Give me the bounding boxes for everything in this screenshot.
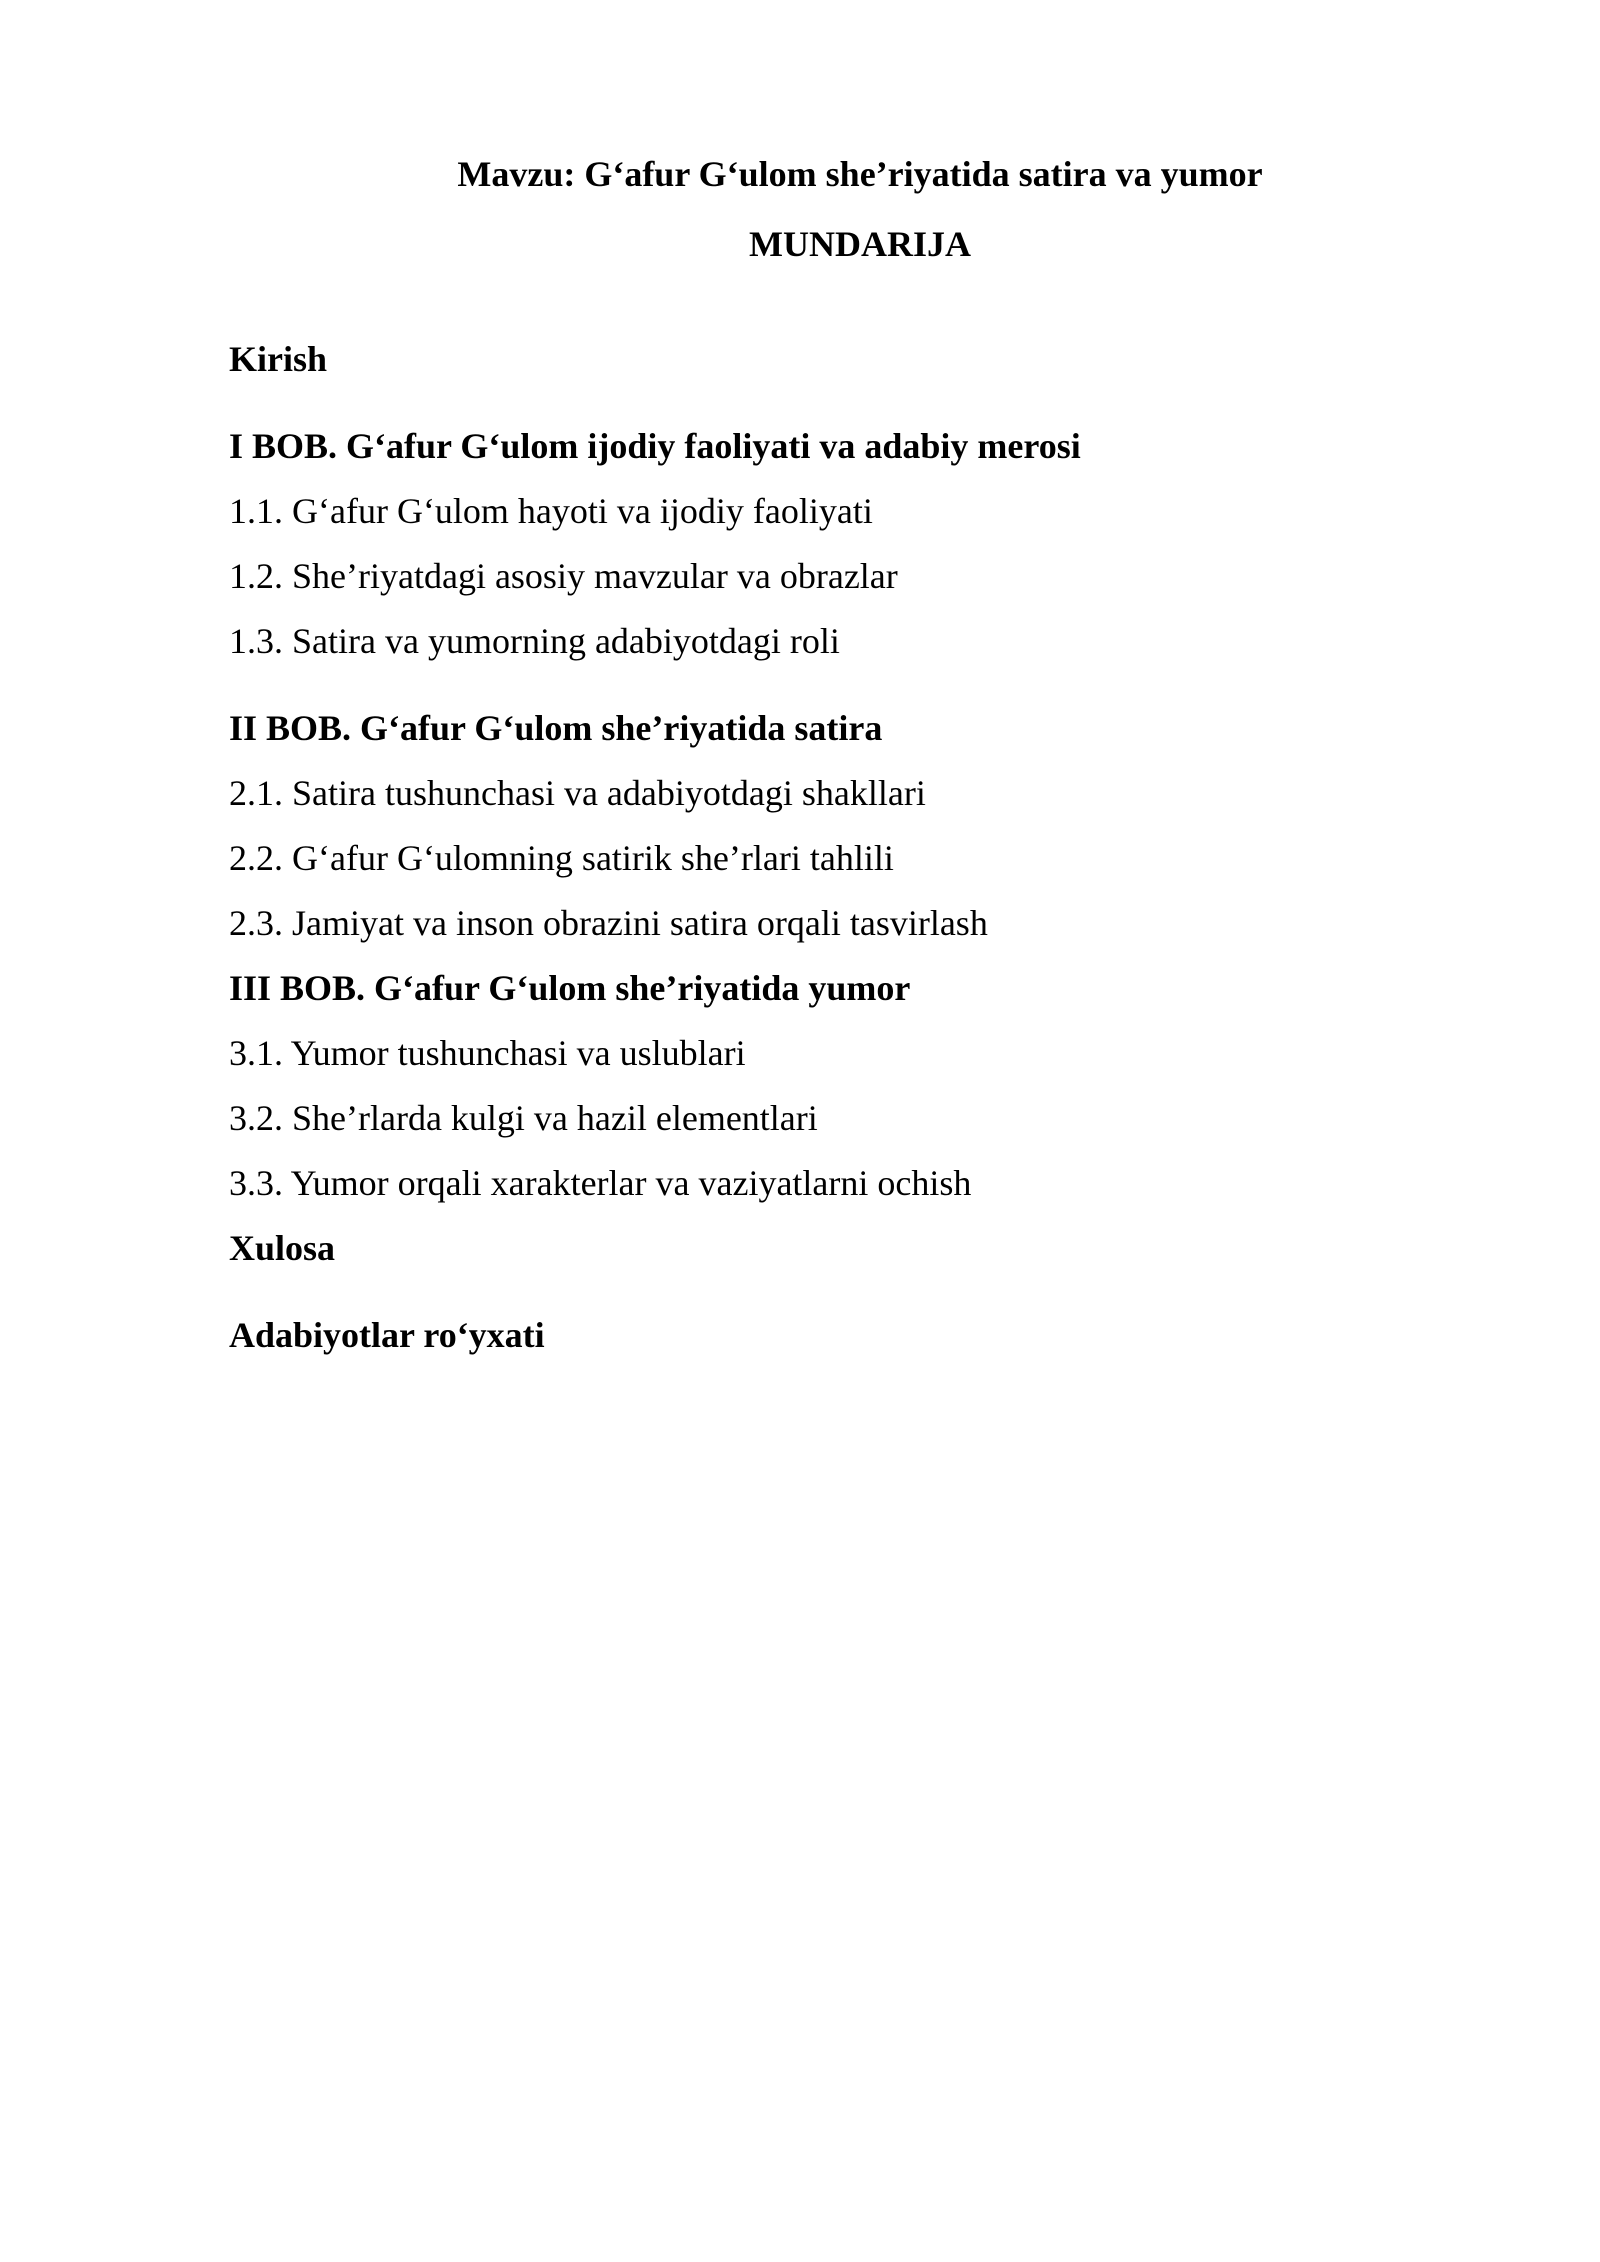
toc-section-2-2: 2.2. G‘afur G‘ulomning satirik she’rlari tahlili <box>229 838 894 878</box>
toc-references: Adabiyotlar ro‘yxati <box>229 1315 545 1355</box>
toc-chapter-1-title: I BOB. G‘afur G‘ulom ijodiy faoliyati va adabiy merosi <box>229 426 1081 466</box>
toc-conclusion: Xulosa <box>229 1228 336 1268</box>
toc-heading: MUNDARIJA <box>749 224 971 264</box>
toc-section-3-2: 3.2. She’rlarda kulgi va hazil elementlari <box>229 1098 818 1138</box>
toc-section-1-1: 1.1. G‘afur G‘ulom hayoti va ijodiy faoliyati <box>229 491 873 531</box>
toc-section-2-1: 2.1. Satira tushunchasi va adabiyotdagi shakllari <box>229 773 926 813</box>
toc-chapter-2-title: II BOB. G‘afur G‘ulom she’riyatida satira <box>229 708 883 748</box>
toc-section-3-1: 3.1. Yumor tushunchasi va uslublari <box>229 1033 746 1073</box>
toc-section-3-3: 3.3. Yumor orqali xarakterlar va vaziyatlarni ochish <box>229 1163 972 1203</box>
toc-section-1-3: 1.3. Satira va yumorning adabiyotdagi roli <box>229 621 840 661</box>
toc-chapter-3-title: III BOB. G‘afur G‘ulom she’riyatida yumor <box>229 968 911 1008</box>
document-topic: Mavzu: G‘afur G‘ulom she’riyatida satira va yumor <box>457 154 1263 194</box>
toc-section-1-2: 1.2. She’riyatdagi asosiy mavzular va obrazlar <box>229 556 898 596</box>
toc-intro: Kirish <box>229 339 328 379</box>
toc-section-2-3: 2.3. Jamiyat va inson obrazini satira orqali tasvirlash <box>229 903 988 943</box>
